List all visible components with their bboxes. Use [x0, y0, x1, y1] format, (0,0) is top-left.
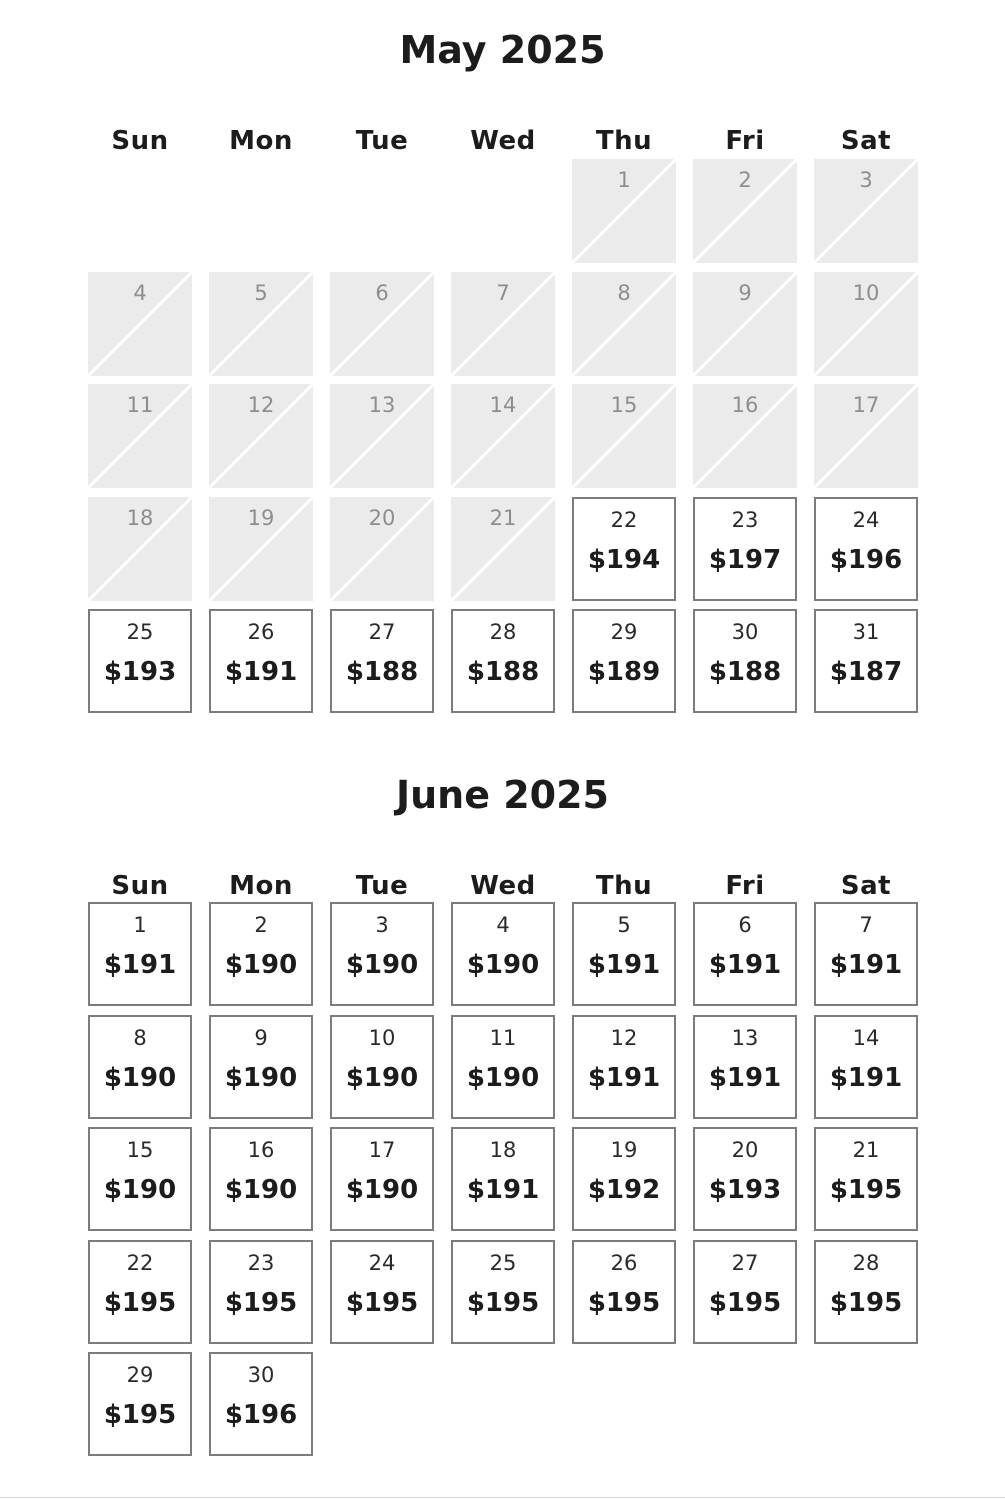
day-price: $190 [103, 1063, 177, 1093]
weekday-header-wed: Wed [470, 126, 536, 156]
day-number: 26 [610, 1251, 638, 1275]
day-cell-available[interactable] [330, 1240, 434, 1344]
day-price: $191 [708, 950, 782, 980]
day-number: 8 [617, 281, 631, 305]
day-cell-unavailable [572, 384, 676, 488]
day-cell-available[interactable] [330, 609, 434, 713]
day-number: 24 [852, 508, 880, 532]
weekday-header-sat: Sat [840, 871, 892, 901]
day-cell-available[interactable] [88, 1240, 192, 1344]
day-number: 9 [738, 281, 752, 305]
day-price: $190 [103, 1175, 177, 1205]
day-cell-unavailable [330, 272, 434, 376]
day-cell-available[interactable] [330, 902, 434, 1006]
day-cell-available[interactable] [88, 902, 192, 1006]
day-cell-available[interactable] [693, 497, 797, 601]
day-price: $191 [708, 1063, 782, 1093]
day-price: $195 [829, 1175, 903, 1205]
day-price: $191 [587, 950, 661, 980]
day-cell-unavailable [209, 272, 313, 376]
day-price: $195 [587, 1288, 661, 1318]
day-cell-available[interactable] [693, 1240, 797, 1344]
day-price: $192 [587, 1175, 661, 1205]
day-cell-unavailable [814, 384, 918, 488]
day-number: 12 [610, 1026, 638, 1050]
day-number: 30 [731, 620, 759, 644]
day-cell-available[interactable] [814, 1127, 918, 1231]
day-number: 7 [859, 913, 873, 937]
day-number: 5 [617, 913, 631, 937]
weekday-header-fri: Fri [725, 126, 765, 156]
day-cell-available[interactable] [451, 1240, 555, 1344]
day-number: 14 [489, 393, 517, 417]
day-cell-available[interactable] [572, 1240, 676, 1344]
day-number: 16 [731, 393, 759, 417]
day-price: $190 [224, 950, 298, 980]
day-number: 28 [852, 1251, 880, 1275]
day-price: $195 [224, 1288, 298, 1318]
day-price: $189 [587, 657, 661, 687]
day-cell-available[interactable] [693, 902, 797, 1006]
day-number: 7 [496, 281, 510, 305]
day-number: 15 [126, 1138, 154, 1162]
day-number: 15 [610, 393, 638, 417]
day-price: $190 [345, 1175, 419, 1205]
day-cell-available[interactable] [814, 1240, 918, 1344]
day-cell-available[interactable] [451, 902, 555, 1006]
day-number: 13 [731, 1026, 759, 1050]
day-price: $190 [466, 950, 540, 980]
day-cell-unavailable [88, 384, 192, 488]
day-cell-unavailable [88, 272, 192, 376]
day-price: $195 [708, 1288, 782, 1318]
day-price: $190 [345, 950, 419, 980]
day-number: 19 [610, 1138, 638, 1162]
day-price: $195 [466, 1288, 540, 1318]
day-cell-available[interactable] [209, 1015, 313, 1119]
day-price: $195 [103, 1400, 177, 1430]
day-number: 4 [133, 281, 147, 305]
day-number: 20 [731, 1138, 759, 1162]
day-cell-available[interactable] [209, 1352, 313, 1456]
day-cell-available[interactable] [814, 609, 918, 713]
day-price: $195 [103, 1288, 177, 1318]
day-number: 25 [489, 1251, 517, 1275]
day-cell-available[interactable] [814, 902, 918, 1006]
day-price: $190 [224, 1175, 298, 1205]
day-cell-available[interactable] [814, 497, 918, 601]
day-number: 10 [852, 281, 880, 305]
day-price: $190 [466, 1063, 540, 1093]
day-cell-unavailable [693, 384, 797, 488]
day-number: 9 [254, 1026, 268, 1050]
day-number: 17 [368, 1138, 396, 1162]
day-cell-available[interactable] [330, 1015, 434, 1119]
weekday-header-sun: Sun [111, 126, 169, 156]
day-number: 13 [368, 393, 396, 417]
day-price: $187 [829, 657, 903, 687]
day-cell-available[interactable] [572, 1015, 676, 1119]
day-number: 22 [126, 1251, 154, 1275]
day-cell-available[interactable] [209, 1240, 313, 1344]
weekday-header-mon: Mon [229, 871, 293, 901]
month-title: June 2025 [395, 773, 609, 817]
day-number: 1 [133, 913, 147, 937]
weekday-header-sat: Sat [840, 126, 892, 156]
day-cell-available[interactable] [572, 1127, 676, 1231]
day-cell-unavailable [209, 384, 313, 488]
weekday-header-wed: Wed [470, 871, 536, 901]
day-cell-unavailable [814, 159, 918, 263]
weekday-header-tue: Tue [355, 871, 409, 901]
day-price: $193 [708, 1175, 782, 1205]
day-price: $191 [587, 1063, 661, 1093]
weekday-header-fri: Fri [725, 871, 765, 901]
day-cell-unavailable [88, 497, 192, 601]
day-cell-available[interactable] [451, 609, 555, 713]
weekday-header-thu: Thu [595, 871, 653, 901]
weekday-header-sun: Sun [111, 871, 169, 901]
day-price: $188 [345, 657, 419, 687]
day-price: $190 [345, 1063, 419, 1093]
day-cell-available[interactable] [572, 609, 676, 713]
day-number: 31 [852, 620, 880, 644]
day-number: 19 [247, 506, 275, 530]
day-number: 29 [610, 620, 638, 644]
day-price: $191 [224, 657, 298, 687]
day-number: 29 [126, 1363, 154, 1387]
day-number: 17 [852, 393, 880, 417]
day-number: 16 [247, 1138, 275, 1162]
day-cell-unavailable [451, 497, 555, 601]
weekday-header-thu: Thu [595, 126, 653, 156]
day-price: $191 [103, 950, 177, 980]
day-cell-available[interactable] [209, 1127, 313, 1231]
day-number: 2 [254, 913, 268, 937]
day-cell-available[interactable] [88, 1352, 192, 1456]
day-price: $197 [708, 545, 782, 575]
day-number: 23 [247, 1251, 275, 1275]
day-number: 26 [247, 620, 275, 644]
day-number: 3 [859, 168, 873, 192]
day-cell-unavailable [451, 272, 555, 376]
day-number: 25 [126, 620, 154, 644]
day-cell-unavailable [330, 384, 434, 488]
day-cell-available[interactable] [330, 1127, 434, 1231]
day-cell-unavailable [451, 384, 555, 488]
day-number: 11 [489, 1026, 517, 1050]
day-cell-available[interactable] [693, 609, 797, 713]
day-cell-available[interactable] [451, 1015, 555, 1119]
day-number: 8 [133, 1026, 147, 1050]
day-price: $188 [708, 657, 782, 687]
day-number: 2 [738, 168, 752, 192]
day-price: $196 [224, 1400, 298, 1430]
day-cell-unavailable [572, 159, 676, 263]
day-cell-unavailable [209, 497, 313, 601]
day-cell-available[interactable] [451, 1127, 555, 1231]
day-price: $193 [103, 657, 177, 687]
day-cell-available[interactable] [209, 609, 313, 713]
day-price: $194 [587, 545, 661, 575]
day-cell-available[interactable] [88, 1015, 192, 1119]
weekday-header-tue: Tue [355, 126, 409, 156]
day-cell-available[interactable] [88, 1127, 192, 1231]
day-number: 14 [852, 1026, 880, 1050]
day-number: 27 [368, 620, 396, 644]
day-cell-unavailable [330, 497, 434, 601]
day-price: $191 [466, 1175, 540, 1205]
bottom-divider [0, 1497, 1005, 1498]
weekday-header-mon: Mon [229, 126, 293, 156]
day-number: 1 [617, 168, 631, 192]
day-number: 6 [375, 281, 389, 305]
day-number: 6 [738, 913, 752, 937]
day-number: 12 [247, 393, 275, 417]
day-cell-unavailable [693, 159, 797, 263]
day-number: 18 [126, 506, 154, 530]
day-price: $195 [345, 1288, 419, 1318]
day-number: 5 [254, 281, 268, 305]
day-cell-available[interactable] [572, 497, 676, 601]
day-number: 3 [375, 913, 389, 937]
day-price: $188 [466, 657, 540, 687]
day-number: 18 [489, 1138, 517, 1162]
day-number: 30 [247, 1363, 275, 1387]
day-number: 20 [368, 506, 396, 530]
day-price: $191 [829, 1063, 903, 1093]
day-price: $190 [224, 1063, 298, 1093]
day-cell-available[interactable] [209, 902, 313, 1006]
day-number: 24 [368, 1251, 396, 1275]
day-number: 21 [489, 506, 517, 530]
day-number: 4 [496, 913, 510, 937]
day-number: 21 [852, 1138, 880, 1162]
day-number: 23 [731, 508, 759, 532]
day-cell-unavailable [814, 272, 918, 376]
day-price: $196 [829, 545, 903, 575]
day-price: $191 [829, 950, 903, 980]
day-cell-available[interactable] [693, 1127, 797, 1231]
day-cell-available[interactable] [572, 902, 676, 1006]
day-number: 11 [126, 393, 154, 417]
day-cell-available[interactable] [693, 1015, 797, 1119]
day-cell-available[interactable] [88, 609, 192, 713]
day-price: $195 [829, 1288, 903, 1318]
day-cell-unavailable [572, 272, 676, 376]
day-number: 27 [731, 1251, 759, 1275]
day-number: 10 [368, 1026, 396, 1050]
day-cell-unavailable [693, 272, 797, 376]
day-cell-available[interactable] [814, 1015, 918, 1119]
day-number: 28 [489, 620, 517, 644]
day-number: 22 [610, 508, 638, 532]
month-title: May 2025 [399, 28, 606, 72]
